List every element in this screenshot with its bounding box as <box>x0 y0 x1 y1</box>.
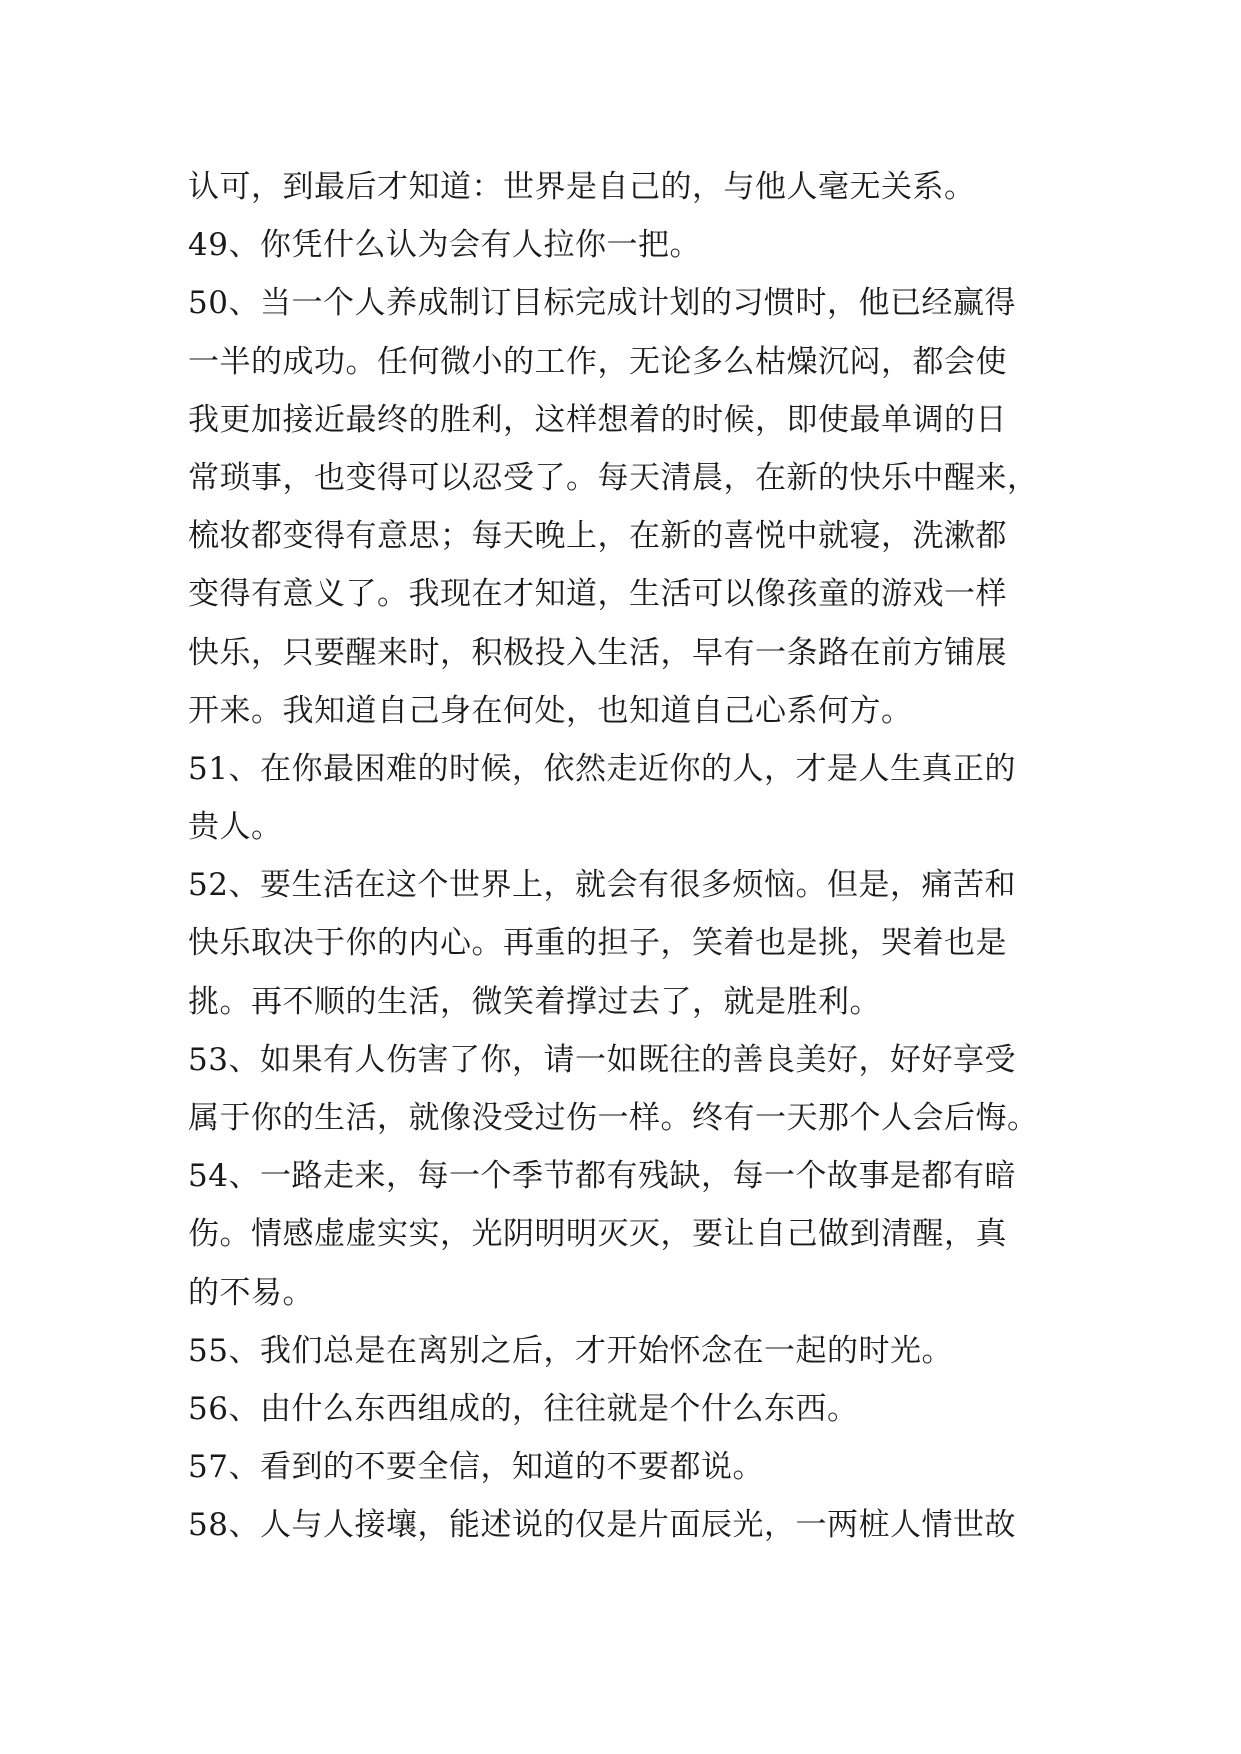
text-line: 50、当一个人养成制订目标完成计划的习惯时，他已经赢得 <box>188 285 1016 322</box>
text-line: 快乐取决于你的内心。再重的担子，笑着也是挑，哭着也是 <box>188 925 1007 962</box>
text-line: 49、你凭什么认为会有人拉你一把。 <box>188 227 701 264</box>
text-line: 54、一路走来，每一个季节都有残缺，每一个故事是都有暗 <box>188 1158 1016 1195</box>
text-line: 55、我们总是在离别之后，才开始怀念在一起的时光。 <box>188 1332 953 1369</box>
text-line: 56、由什么东西组成的，往往就是个什么东西。 <box>188 1390 859 1427</box>
text-line: 53、如果有人伤害了你，请一如既往的善良美好，好好享受 <box>188 1041 1016 1078</box>
text-line: 57、看到的不要全信，知道的不要都说。 <box>188 1449 764 1486</box>
text-line: 一半的成功。任何微小的工作，无论多么枯燥沉闷，都会使 <box>188 343 1007 380</box>
text-line: 属于你的生活，就像没受过伤一样。终有一天那个人会后悔。 <box>188 1100 1039 1136</box>
text-line: 51、在你最困难的时候，依然走近你的人，才是人生真正的 <box>188 750 1016 787</box>
text-line: 52、要生活在这个世界上，就会有很多烦恼。但是，痛苦和 <box>188 867 1016 904</box>
text-line: 梳妆都变得有意思；每天晚上，在新的喜悦中就寝，洗漱都 <box>188 518 1007 555</box>
text-line: 我更加接近最终的胜利，这样想着的时候，即使最单调的日 <box>188 401 1007 438</box>
text-line: 常琐事，也变得可以忍受了。每天清晨，在新的快乐中醒来， <box>188 459 1039 496</box>
body-text <box>188 158 1058 1555</box>
text-line: 快乐，只要醒来时，积极投入生活，早有一条路在前方铺展 <box>188 634 1007 671</box>
text-line: 挑。再不顺的生活，微笑着撑过去了，就是胜利。 <box>188 983 881 1020</box>
text-line: 的不易。 <box>188 1274 314 1311</box>
text-line: 58、人与人接壤，能述说的仅是片面辰光，一两桩人情世故 <box>188 1507 1016 1544</box>
text-line: 伤。情感虚虚实实，光阴明明灭灭，要让自己做到清醒，真 <box>188 1216 1007 1253</box>
text-line: 开来。我知道自己身在何处，也知道自己心系何方。 <box>188 692 913 729</box>
text-line: 变得有意义了。我现在才知道，生活可以像孩童的游戏一样 <box>188 576 1007 613</box>
text-line: 认可，到最后才知道：世界是自己的，与他人毫无关系。 <box>188 169 976 205</box>
text-line: 贵人。 <box>188 809 283 846</box>
